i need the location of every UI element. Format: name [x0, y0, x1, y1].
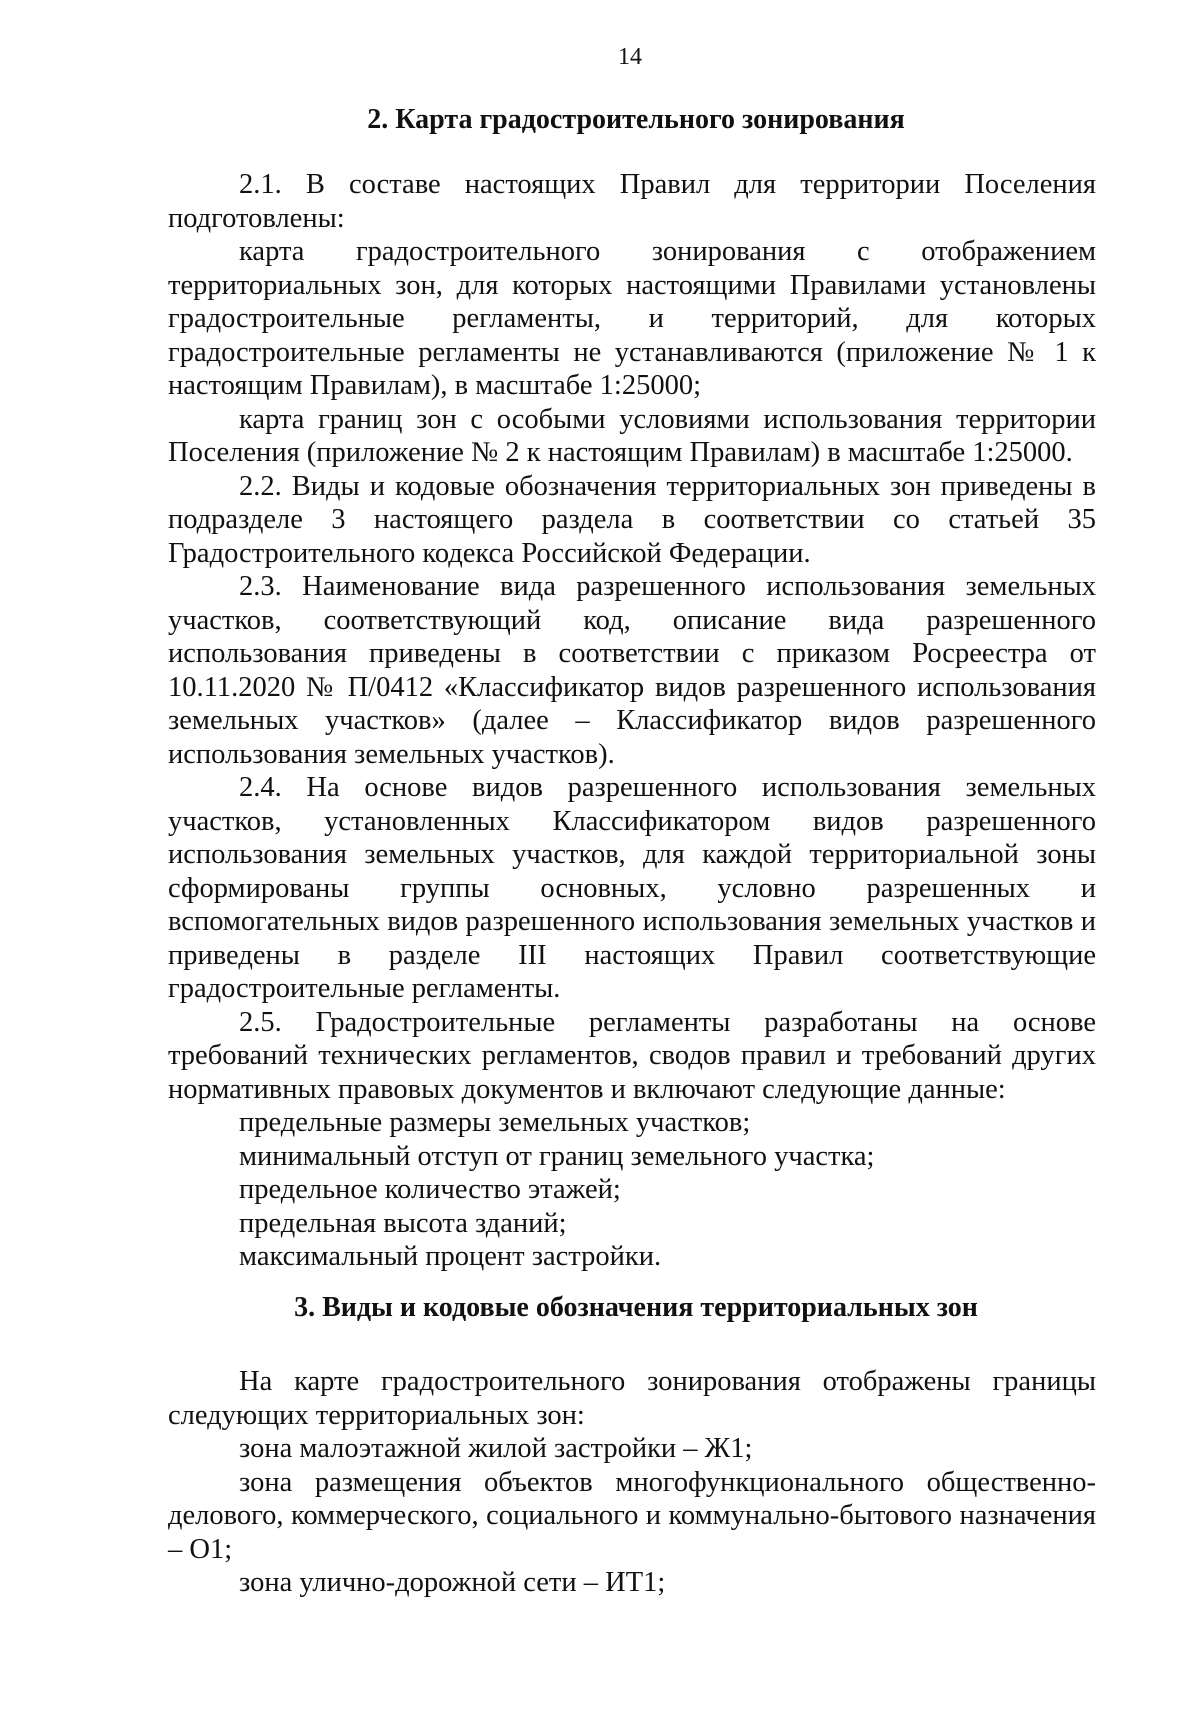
section-2-title: 2. Карта градостроительного зонирования	[367, 104, 905, 135]
section-3	[168, 1291, 1096, 1600]
zone-item: зона размещения объектов многофункционального общественно-делового, коммерческого, социального и коммунально-бытового назначения – О1;	[168, 1466, 1096, 1565]
list-item: минимальный отступ от границ земельного участка;	[239, 1140, 875, 1172]
page-number: 14	[618, 44, 642, 70]
list-item: максимальный процент застройки.	[239, 1241, 662, 1272]
paragraph-2-5: 2.5. Градостроительные регламенты разработаны на основе требований технических регламентов, сводов правил и требований других нормативных правовых документов и включают следующие данные:	[168, 1006, 1096, 1105]
list-item: предельное количество этажей;	[239, 1174, 621, 1205]
paragraph-2-4: 2.4. На основе видов разрешенного использования земельных участков, установленных Классификатором видов разрешенного использования земельных участков, для каждой территориальной зоны сформированы группы основных, условно разрешенных и вспомогательных видов разрешенного использования земельных участков и приведены в разделе III настоящих Правил соответствующие градостроительные регламенты.	[168, 772, 1096, 1004]
paragraph-2-3: 2.3. Наименование вида разрешенного использования земельных участков, соответствующий код, описание вида разрешенного использования приведены в соответствии с приказом Росреестра от 10.11.2020 № П/0412 «Классификатор видов разрешенного использования земельных участков» (далее – Классификатор видов разрешенного использования земельных участков).	[168, 571, 1096, 770]
section-3-title: 3. Виды и кодовые обозначения территориальных зон	[294, 1292, 978, 1323]
list-item: карта градостроительного зонирования с отображением территориальных зон, для которых настоящими Правилами установлены градостроительные регламенты, и территорий, для которых градостроительные регламенты не устанавливаются (приложение № 1 к настоящим Правилам), в масштабе 1:25000;	[168, 236, 1096, 401]
section-2	[168, 103, 1096, 1274]
paragraph-2-2: 2.2. Виды и кодовые обозначения территориальных зон приведены в подразделе 3 настоящего раздела в соответствии со статьей 35 Градостроительного кодекса Российской Федерации.	[168, 470, 1096, 569]
section-3-intro: На карте градостроительного зонирования отображены границы следующих территориальных зон:	[168, 1366, 1096, 1431]
list-item: предельная высота зданий;	[239, 1207, 567, 1239]
paragraph-2-1: 2.1. В составе настоящих Правил для территории Поселения подготовлены:	[168, 169, 1096, 234]
zone-item: зона улично-дорожной сети – ИТ1;	[239, 1567, 666, 1598]
list-item: карта границ зон с особыми условиями использования территории Поселения (приложение № 2 к настоящим Правилам) в масштабе 1:25000.	[168, 403, 1096, 468]
zone-item: зона малоэтажной жилой застройки – Ж1;	[239, 1433, 753, 1464]
list-item: предельные размеры земельных участков;	[239, 1107, 751, 1138]
